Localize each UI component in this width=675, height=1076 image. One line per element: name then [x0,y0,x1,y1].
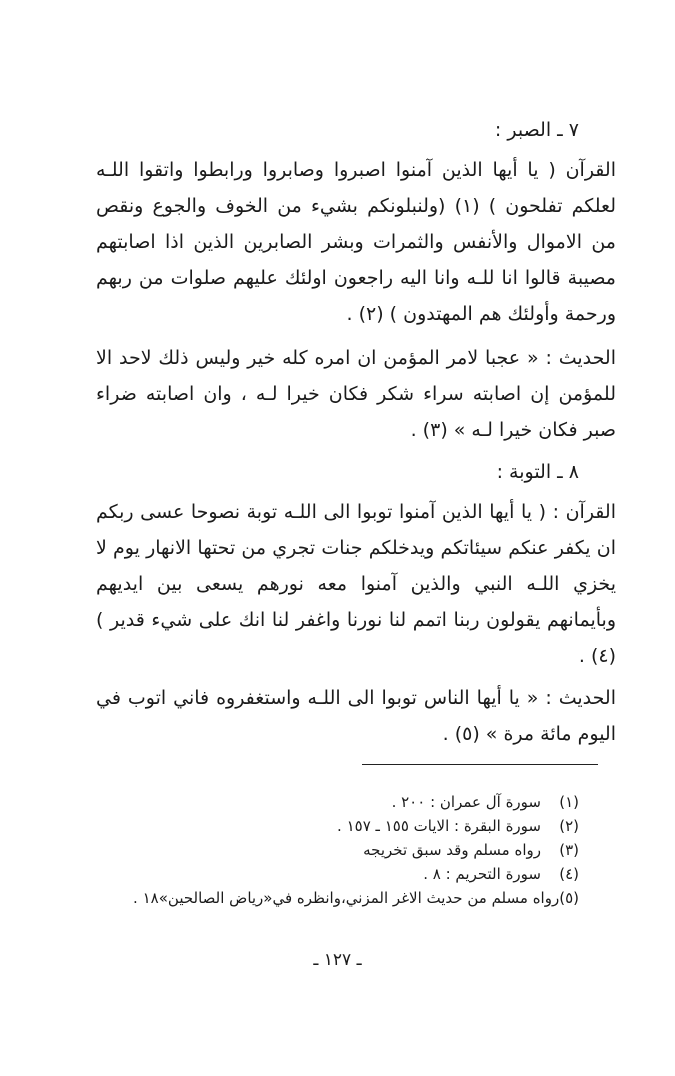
quran-paragraph-patience: القرآن ( يا أيها الذين آمنوا اصبروا وصابروا ورابطوا واتقوا اللـه لعلكم تفلحون ) (١) (ولنبلونكم بشيء من الخوف والجوع ونقص من الاموال والأنفس والثمرات وبشر الصابرين الذين اذا اصابتهم مصيبة قالوا انا للـه وانا اليه راجعون اولئك عليهم صلوات من ربهم ورحمة وأولئك هم المهتدون ) (٢) . [96,159,616,325]
footnote-divider [362,764,598,765]
footnote-text: رواه مسلم من حديث الاغر المزني،وانظره في«رياض الصالحين»١٨ . [133,889,560,907]
hadith-paragraph-patience: الحديث : « عجبا لامر المؤمن ان امره كله خير وليس ذلك لاحد الا للمؤمن إن اصابته سراء شكر فكان خيرا لـه ، وان اصابته ضراء صبر فكان خيرا لـه » (٣) . [96,347,616,441]
footnote-5 [133,886,579,910]
footnote-number: (٢) [559,817,579,835]
footnote-1 [279,790,579,814]
footnote-number: (١) [559,793,579,811]
section-heading-repentance: ٨ ـ التوبة : [496,461,579,483]
footnote-number: (٥) [559,889,579,907]
footnote-4 [279,862,579,886]
footnote-text: سورة التحريم : ٨ . [423,865,541,883]
page-number: ـ ١٢٧ ـ [313,950,362,970]
footnote-number: (٣) [559,841,579,859]
footnote-text: رواه مسلم وقد سبق تخريجه [363,841,541,859]
quran-paragraph-repentance: القرآن : ( يا أيها الذين آمنوا توبوا الى اللـه توبة نصوحا عسى ربكم ان يكفر عنكم سيئاتكم ويدخلكم جنات تجري من تحتها الانهار يوم لا يخزي اللـه النبي والذين آمنوا معه نورهم يسعى بين ايديهم وبأيمانهم يقولون ربنا اتمم لنا نورنا واغفر لنا انك على شيء قدير ) (٤) . [96,501,616,667]
section-heading-patience: ٧ ـ الصبر : [494,119,579,141]
footnote-text: سورة آل عمران : ٢٠٠ . [391,793,541,811]
footnote-2 [279,814,579,838]
footnote-number: (٤) [559,865,579,883]
footnote-3 [279,838,579,862]
footnotes [133,790,579,910]
footnote-text: سورة البقرة : الايات ١٥٥ ـ ١٥٧ . [337,817,541,835]
hadith-paragraph-repentance: الحديث : « يا أيها الناس توبوا الى اللـه واستغفروه فاني اتوب في اليوم مائة مرة » (٥) . [96,687,616,745]
